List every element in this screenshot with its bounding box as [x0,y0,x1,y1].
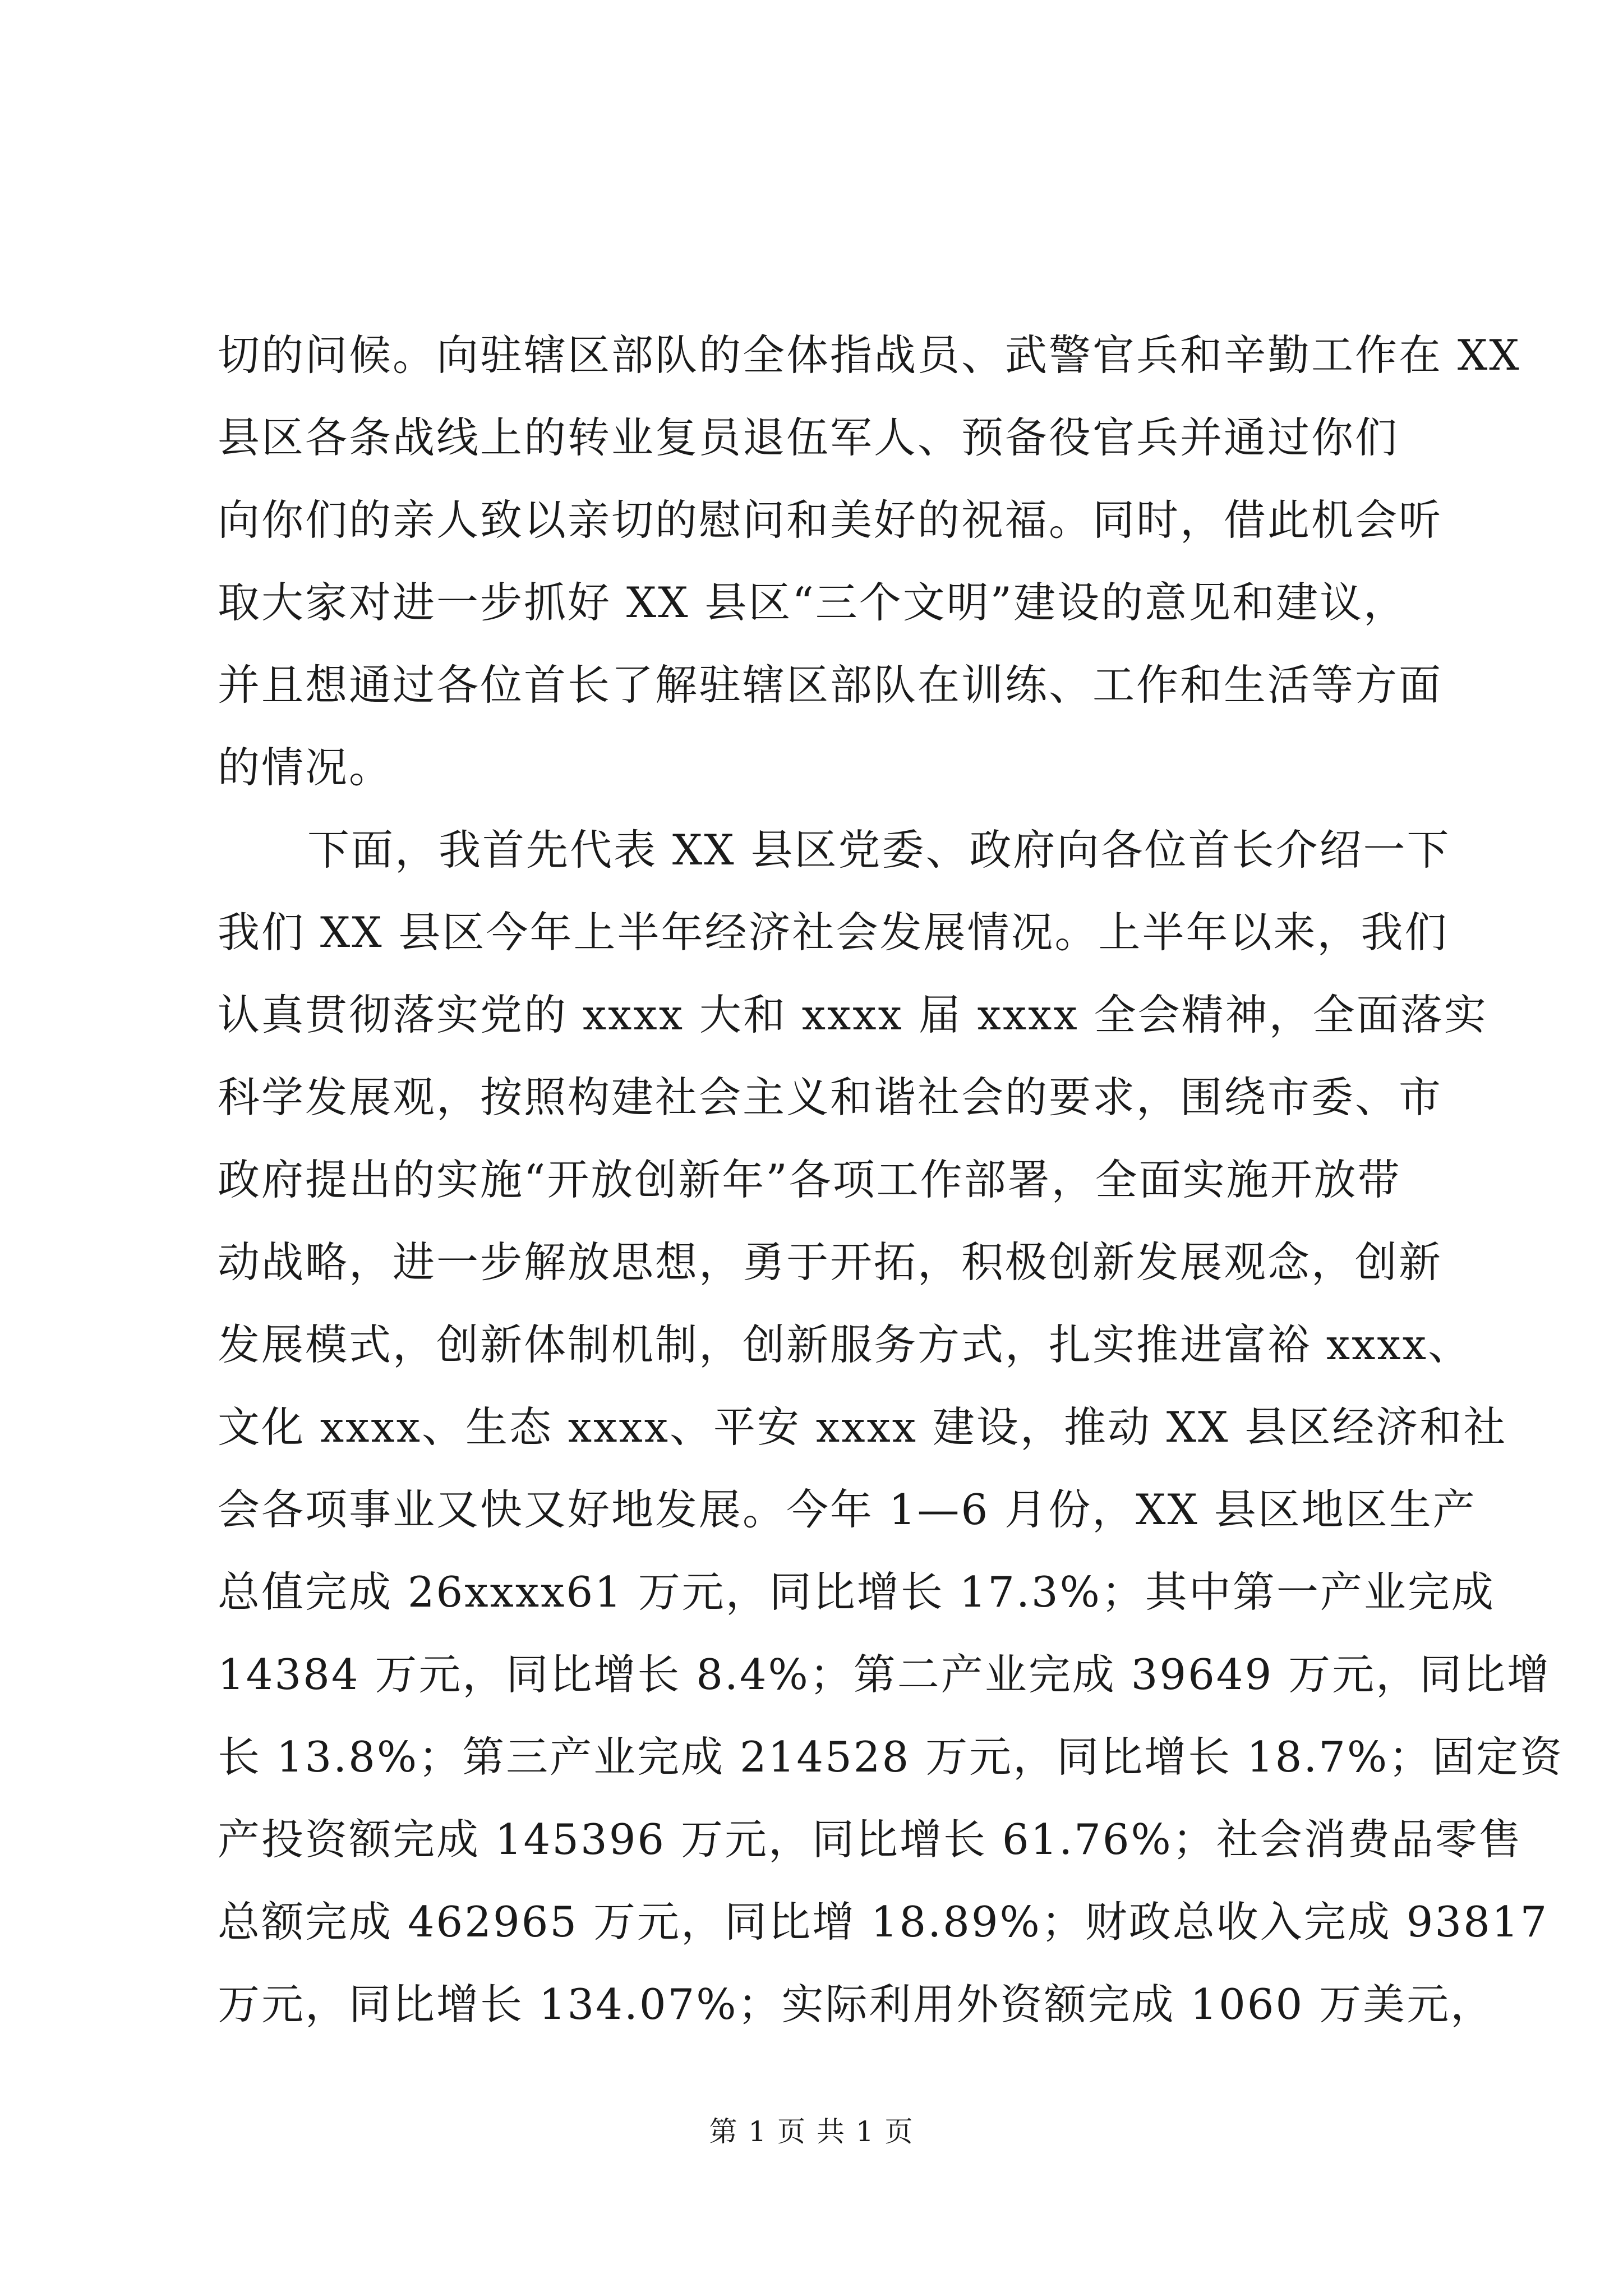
text-line: 会各项事业又快又好地发展。今年 1—6 月份，XX 县区地区生产 [218,1485,1477,1534]
text-line: 切的问候。向驻辖区部队的全体指战员、武警官兵和辛勤工作在 XX [218,330,1521,380]
text-line: 县区各条战线上的转业复员退伍军人、预备役官兵并通过你们 [218,413,1399,462]
text-line: 取大家对进一步抓好 XX 县区“三个文明”建设的意见和建议， [218,578,1408,627]
text-line: 科学发展观，按照构建社会主义和谐社会的要求，围绕市委、市 [218,1073,1443,1122]
text-line: 我们 XX 县区今年上半年经济社会发展情况。上半年以来，我们 [218,908,1449,957]
text-line: 总额完成 462965 万元，同比增 18.89%；财政总收入完成 93817 [218,1897,1549,1947]
text-line: 的情况。 [218,743,393,792]
text-line: 万元，同比增长 134.07%；实际利用外资额完成 1060 万美元， [218,1980,1495,2029]
text-line: 总值完成 26xxxx61 万元，同比增长 17.3%；其中第一产业完成 [218,1567,1495,1617]
text-line: 并且想通过各位首长了解驻辖区部队在训练、工作和生活等方面 [218,660,1443,710]
text-line: 动战略，进一步解放思想，勇于开拓，积极创新发展观念，创新 [218,1237,1443,1287]
text-line: 政府提出的实施“开放创新年”各项工作部署，全面实施开放带 [218,1155,1401,1204]
page-number-footer: 第 1 页 共 1 页 [709,2115,914,2148]
body-text [218,314,1564,2046]
text-line: 认真贯彻落实党的 xxxx 大和 xxxx 届 xxxx 全会精神，全面落实 [218,990,1488,1039]
text-line: 长 13.8%；第三产业完成 214528 万元，同比增长 18.7%；固定资 [218,1732,1564,1782]
text-line: 向你们的亲人致以亲切的慰问和美好的祝福。同时，借此机会听 [218,495,1443,545]
text-line: 发展模式，创新体制机制，创新服务方式，扎实推进富裕 xxxx、 [218,1320,1472,1369]
text-line: 产投资额完成 145396 万元，同比增长 61.76%；社会消费品零售 [218,1815,1523,1864]
text-line: 14384 万元，同比增长 8.4%；第二产业完成 39649 万元，同比增 [218,1650,1551,1699]
paragraph-first-line: 下面，我首先代表 XX 县区党委、政府向各位首长介绍一下 [307,825,1451,875]
text-line: 文化 xxxx、生态 xxxx、平安 xxxx 建设，推动 XX 县区经济和社 [218,1402,1507,1452]
